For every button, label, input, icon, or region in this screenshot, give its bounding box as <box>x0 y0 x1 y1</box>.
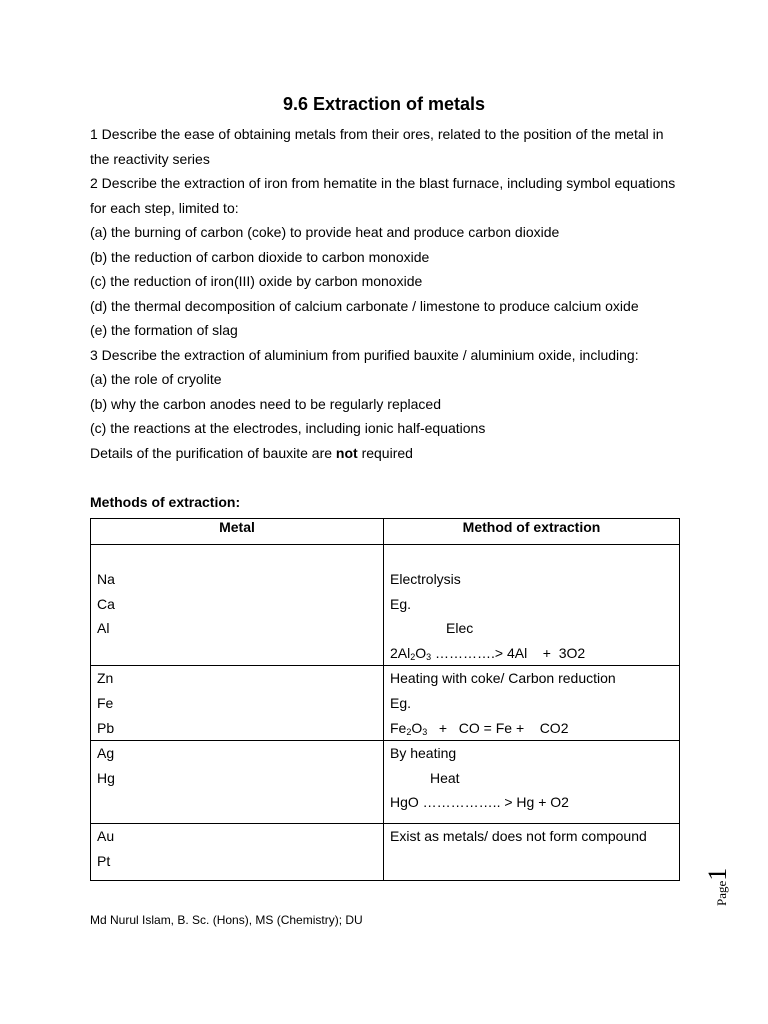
objective-line: (c) the reactions at the electrodes, including ionic half-equations <box>90 420 486 436</box>
subscript: 3 <box>422 726 428 737</box>
objective-line: (b) why the carbon anodes need to be regularly replaced <box>90 395 441 412</box>
metal-name: Fe <box>97 694 114 711</box>
table-row <box>91 741 680 824</box>
objective-line: 1 Describe the ease of obtaining metals from their ores, related to the position of the metal in <box>90 126 664 142</box>
method-cell <box>384 741 680 824</box>
metal-name: Pb <box>97 719 115 736</box>
header-metal: Metal <box>91 519 384 545</box>
metal-name: Ag <box>97 745 115 762</box>
objective-note <box>90 441 680 466</box>
note-text: Details of the purification of bauxite are <box>90 444 336 461</box>
page-number-value: 1 <box>703 867 732 881</box>
method-text: Heating with coke/ Carbon reduction <box>390 670 616 687</box>
method-text: Electrolysis <box>390 571 461 587</box>
metal-name: Au <box>97 827 115 844</box>
method-text: By heating <box>390 745 457 762</box>
table-row <box>91 545 680 666</box>
metal-cell <box>91 823 384 880</box>
method-cell <box>384 823 680 880</box>
objective-line: the reactivity series <box>90 150 210 167</box>
table-header-row <box>91 519 680 545</box>
objective-line: (e) the formation of slag <box>90 322 238 338</box>
learning-objectives <box>90 122 680 465</box>
metal-cell <box>91 545 384 666</box>
subscript: 2 <box>410 651 416 662</box>
metal-name: Zn <box>97 670 114 687</box>
method-cell <box>384 545 680 666</box>
page-label: Page <box>714 880 729 906</box>
page-title: 9.6 Extraction of metals <box>282 94 486 114</box>
equation <box>390 716 673 741</box>
table-row <box>91 823 680 880</box>
note-text-end: required <box>357 444 413 461</box>
footer-author: Md Nurul Islam, B. Sc. (Hons), MS (Chemistry); DU <box>90 913 363 927</box>
equation-part: 2Al <box>390 644 411 661</box>
condition-label: Elec <box>446 620 474 637</box>
equation-part: O <box>411 719 423 736</box>
equation <box>390 641 673 666</box>
metal-cell <box>91 741 384 824</box>
method-cell <box>384 666 680 741</box>
metal-cell <box>91 666 384 741</box>
extraction-methods-table <box>90 518 680 881</box>
objective-line: 3 Describe the extraction of aluminium from purified bauxite / aluminium oxide, including: <box>90 346 639 363</box>
equation-part: Fe <box>390 719 407 736</box>
note-emphasis: not <box>335 444 358 461</box>
metal-name: Pt <box>97 852 111 869</box>
metal-name: Ca <box>97 595 115 612</box>
objective-line: (b) the reduction of carbon dioxide to carbon monoxide <box>90 248 430 265</box>
objective-line: for each step, limited to: <box>90 199 239 216</box>
objective-line: 2 Describe the extraction of iron from hematite in the blast furnace, including symbol equations <box>90 175 676 191</box>
methods-heading: Methods of extraction: <box>90 494 241 510</box>
objective-line: (a) the burning of carbon (coke) to provide heat and produce carbon dioxide <box>90 224 560 240</box>
method-text: Eg. <box>390 694 412 711</box>
metal-name: Hg <box>97 769 115 786</box>
metal-name: Al <box>97 620 110 637</box>
method-text: Eg. <box>390 595 412 612</box>
subscript: 2 <box>406 726 412 737</box>
page-number <box>703 868 733 906</box>
method-text: Exist as metals/ does not form compound <box>390 827 647 844</box>
condition-label: Heat <box>430 769 460 786</box>
equation: HgO …………….. > Hg + O2 <box>390 794 569 811</box>
objective-line: (a) the role of cryolite <box>90 371 222 387</box>
equation-part: ………….> 4Al + 3O2 <box>431 644 586 661</box>
metal-name: Na <box>97 571 115 587</box>
equation-part: + CO = Fe + CO2 <box>427 719 569 736</box>
table-row <box>91 666 680 741</box>
equation-part: O <box>415 644 427 661</box>
objective-line: (d) the thermal decomposition of calcium carbonate / limestone to produce calcium oxide <box>90 297 639 314</box>
subscript: 3 <box>426 651 432 662</box>
header-method: Method of extraction <box>384 519 680 545</box>
objective-line: (c) the reduction of iron(III) oxide by carbon monoxide <box>90 273 423 289</box>
